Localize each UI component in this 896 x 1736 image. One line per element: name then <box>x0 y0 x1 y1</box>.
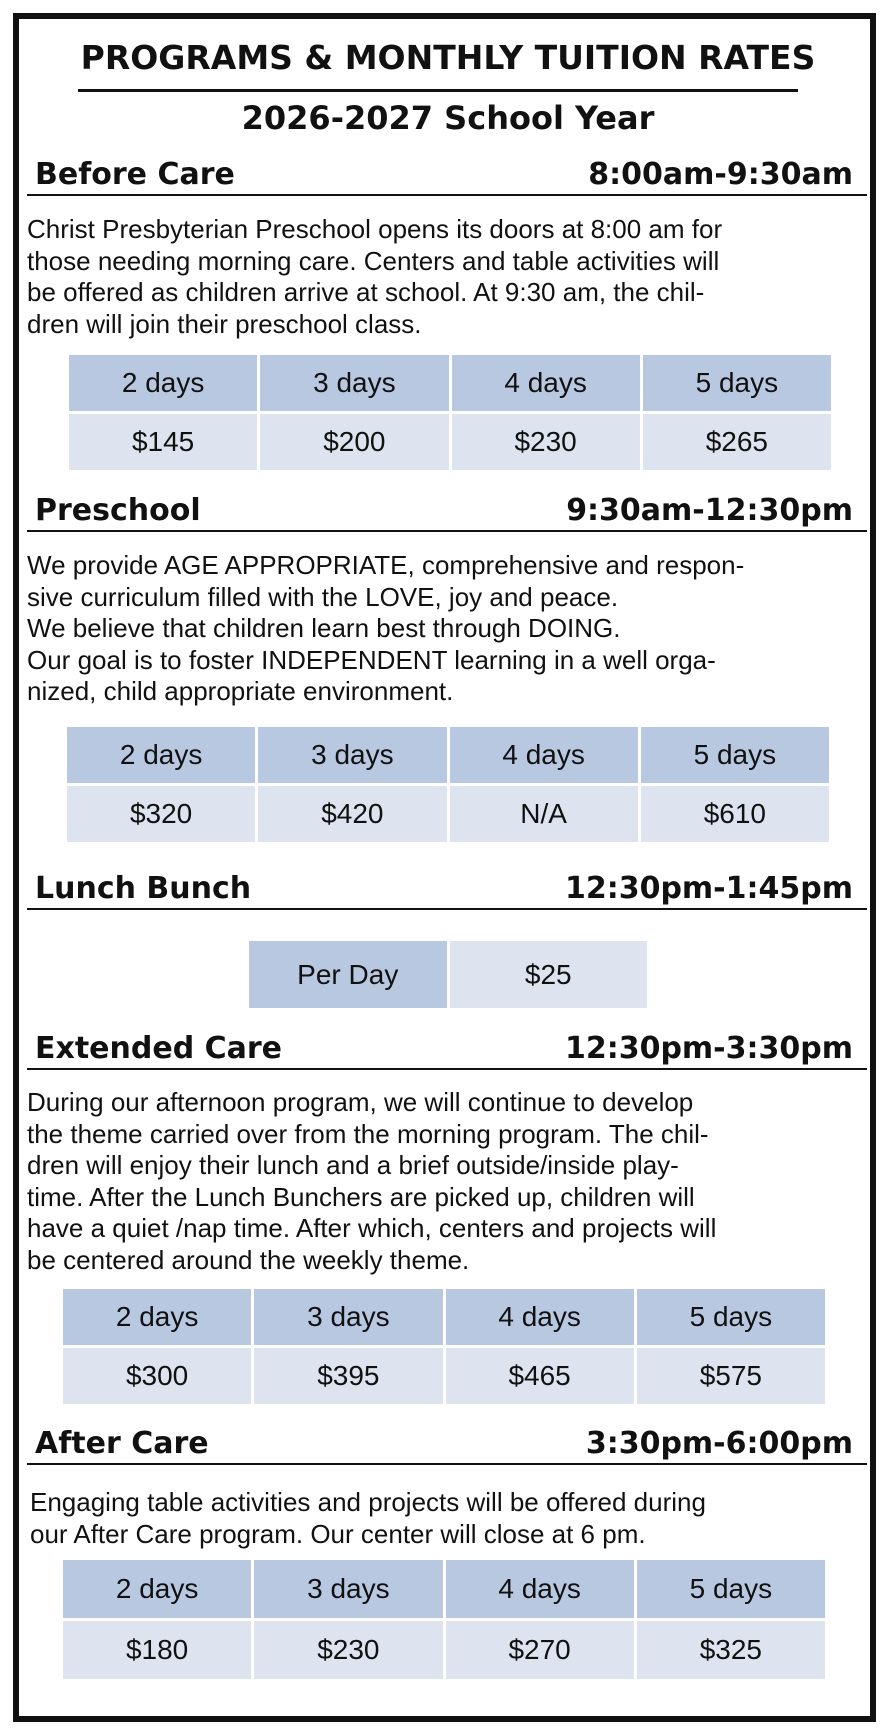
section-time: 9:30am-12:30pm <box>566 493 853 528</box>
table-cell-price: $265 <box>643 414 831 470</box>
section-header-after-care <box>27 1425 867 1465</box>
table-header: 2 days <box>63 1289 251 1345</box>
description-line: During our afternoon program, we will continue to develop <box>27 1087 694 1117</box>
table-header: 2 days <box>67 727 255 783</box>
description-line: Christ Presbyterian Preschool opens its doors at 8:00 am for <box>27 214 723 244</box>
description-line: our After Care program. Our center will close at 6 pm. <box>30 1518 646 1549</box>
description-line: be centered around the weekly theme. <box>27 1244 470 1275</box>
description-line: those needing morning care. Centers and table activities will <box>27 245 720 276</box>
page-title: PROGRAMS & MONTHLY TUITION RATES <box>80 38 816 77</box>
section-time: 8:00am-9:30am <box>588 157 853 192</box>
description-line: We believe that children learn best through DOING. <box>27 613 621 643</box>
section-header-extended-care <box>27 1030 867 1070</box>
description-line: sive curriculum filled with the LOVE, joy and peace. <box>27 581 619 612</box>
table-header: 3 days <box>254 1289 442 1345</box>
description-line: We provide AGE APPROPRIATE, comprehensive and respon- <box>27 550 745 580</box>
table-cell-price: $270 <box>446 1621 634 1679</box>
section-time: 3:30pm-6:00pm <box>585 1426 853 1461</box>
extended-care-rate-table <box>63 1289 825 1404</box>
table-header: 4 days <box>446 1289 634 1345</box>
description-line: the theme carried over from the morning program. The chil- <box>27 1118 709 1149</box>
table-cell-price: $200 <box>260 414 448 470</box>
section-header-lunch-bunch <box>27 870 867 910</box>
table-header: 5 days <box>637 1560 825 1618</box>
title-divider <box>78 89 798 92</box>
table-cell-price: $325 <box>637 1621 825 1679</box>
table-header: 5 days <box>643 355 831 411</box>
section-time: 12:30pm-3:30pm <box>564 1031 853 1066</box>
section-name: Lunch Bunch <box>35 871 252 906</box>
before-care-description <box>27 214 722 340</box>
table-cell-price: $465 <box>446 1348 634 1404</box>
description-line: have a quiet /nap time. After which, centers and projects will <box>27 1213 717 1243</box>
table-cell-price: $180 <box>63 1621 251 1679</box>
section-name: After Care <box>35 1426 209 1461</box>
table-cell-price: N/A <box>450 786 638 842</box>
table-header: 2 days <box>63 1560 251 1618</box>
table-header: 3 days <box>260 355 448 411</box>
table-cell-price: $575 <box>637 1348 825 1404</box>
description-line: dren will join their preschool class. <box>27 308 422 339</box>
section-header-before-care <box>27 156 867 196</box>
school-year: 2026-2027 School Year <box>241 99 655 137</box>
table-cell-price: $610 <box>641 786 829 842</box>
section-header-preschool <box>27 492 867 532</box>
table-cell-price: $420 <box>258 786 446 842</box>
table-cell-price: $25 <box>450 941 648 1008</box>
table-header: 4 days <box>450 727 638 783</box>
table-header: 2 days <box>69 355 257 411</box>
before-care-rate-table <box>69 355 831 470</box>
description-line: be offered as children arrive at school. At 9:30 am, the chil- <box>27 277 705 307</box>
table-header: 3 days <box>254 1560 442 1618</box>
section-name: Extended Care <box>35 1031 283 1066</box>
table-cell-price: $320 <box>67 786 255 842</box>
preschool-rate-table <box>67 727 829 842</box>
description-line: nized, child appropriate environment. <box>27 676 454 706</box>
table-header: 5 days <box>641 727 829 783</box>
table-cell-price: $300 <box>63 1348 251 1404</box>
table-cell-price: $145 <box>69 414 257 470</box>
table-header: 4 days <box>452 355 640 411</box>
table-header: Per Day <box>249 941 447 1008</box>
after-care-rate-table <box>63 1560 825 1679</box>
table-cell-price: $230 <box>254 1621 442 1679</box>
lunch-bunch-rate-table <box>249 941 647 1008</box>
preschool-description <box>27 550 744 708</box>
table-cell-price: $230 <box>452 414 640 470</box>
description-line: time. After the Lunch Bunchers are picked up, children will <box>27 1181 695 1212</box>
table-header: 3 days <box>258 727 446 783</box>
description-line: Engaging table activities and projects will be offered during <box>30 1487 706 1517</box>
section-name: Preschool <box>35 493 201 528</box>
section-time: 12:30pm-1:45pm <box>564 871 853 906</box>
description-line: dren will enjoy their lunch and a brief outside/inside play- <box>27 1150 679 1180</box>
after-care-description <box>30 1487 706 1550</box>
extended-care-description <box>27 1087 716 1276</box>
table-header: 5 days <box>637 1289 825 1345</box>
description-line: Our goal is to foster INDEPENDENT learning in a well orga- <box>27 644 716 675</box>
table-cell-price: $395 <box>254 1348 442 1404</box>
table-header: 4 days <box>446 1560 634 1618</box>
section-name: Before Care <box>35 157 235 192</box>
